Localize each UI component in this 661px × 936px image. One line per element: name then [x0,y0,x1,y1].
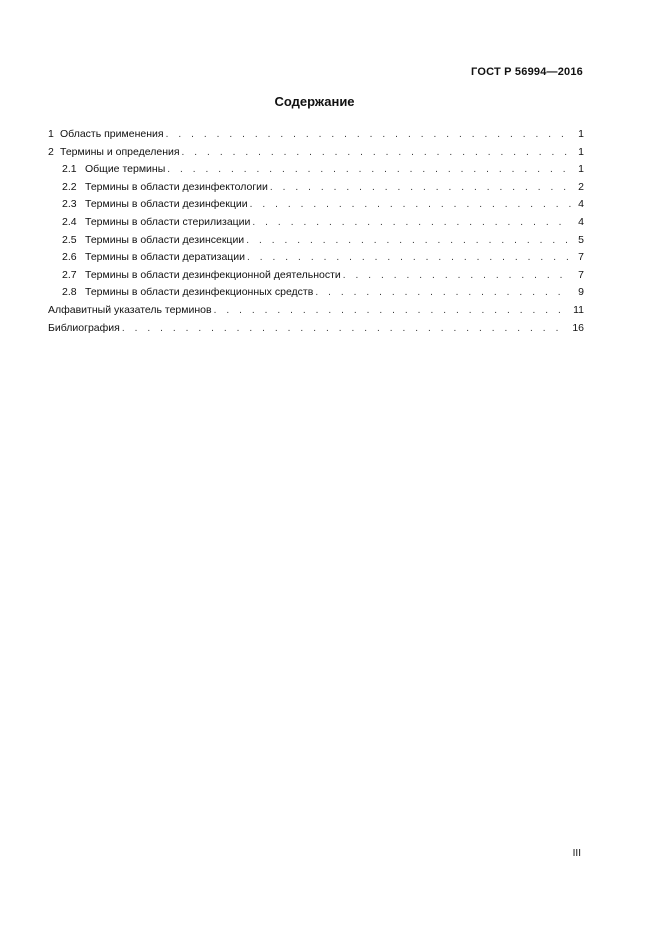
toc-entry-number: 2.1 [62,163,77,176]
toc-entry-number: 2.4 [62,215,77,228]
toc-entry[interactable] [48,144,584,162]
toc-entry-number: 2.7 [62,268,77,281]
dot-leader [167,161,571,179]
toc-entry-label: Термины в области стерилизации [85,215,251,228]
table-of-contents [48,126,584,337]
page-number: III [572,848,581,859]
dot-leader [122,320,569,338]
toc-entry[interactable] [48,249,584,267]
dot-leader [214,302,571,320]
toc-entry-page: 16 [572,321,584,334]
toc-entry-number: 2.5 [62,233,77,246]
toc-entry-number: 2.6 [62,251,77,264]
toc-entry-label: Область применения [60,128,164,140]
toc-entry-page: 7 [578,251,584,264]
toc-entry-number: 2 [48,145,54,158]
toc-entry[interactable] [48,232,584,250]
toc-entry[interactable] [48,267,584,285]
toc-entry-label: Термины в области дератизации [85,251,246,264]
toc-entry-label: Термины в области дезинфекционной деятельности [85,268,341,281]
toc-entry-label: Термины в области дезинсекции [85,233,245,246]
toc-entry-page: 1 [578,163,584,176]
toc-entry-number: 2.3 [62,198,77,211]
toc-entry-number: 2.8 [62,286,77,299]
toc-entry[interactable] [48,214,584,232]
toc-entry[interactable] [48,320,584,338]
toc-entry-label: Алфавитный указатель терминов [48,303,212,316]
toc-entry[interactable] [48,126,584,144]
dot-leader [166,126,571,144]
toc-entry-label: Термины в области дезинфекционных средств [85,286,314,299]
toc-entry-page: 4 [578,198,584,211]
toc-entry-number: 2.2 [62,180,77,193]
toc-entry[interactable] [48,179,584,197]
toc-entry-page: 11 [573,303,584,316]
toc-entry-label: Общие термины [85,163,166,176]
toc-entry-label: Библиография [48,321,120,334]
toc-entry[interactable] [48,302,584,320]
dot-leader [247,249,571,267]
toc-entry-page: 2 [578,180,584,193]
dot-leader [182,144,571,162]
dot-leader [343,267,571,285]
toc-entry-page: 1 [578,145,584,158]
toc-entry-page: 7 [578,268,584,281]
document-code: ГОСТ Р 56994—2016 [471,66,583,78]
dot-leader [270,179,571,197]
dot-leader [250,196,571,214]
toc-entry-label: Термины в области дезинфектологии [85,180,268,193]
toc-entry-page: 1 [578,128,584,140]
toc-entry-label: Термины в области дезинфекции [85,198,248,211]
toc-entry[interactable] [48,284,584,302]
toc-entry-page: 9 [578,286,584,299]
dot-leader [246,232,571,250]
toc-title: Содержание [274,94,355,109]
toc-entry[interactable] [48,161,584,179]
toc-entry-page: 5 [578,233,584,246]
toc-entry-page: 4 [578,215,584,228]
dot-leader [315,284,571,302]
toc-entry[interactable] [48,196,584,214]
toc-entry-number: 1 [48,128,54,140]
dot-leader [252,214,571,232]
toc-entry-label: Термины и определения [60,145,180,158]
